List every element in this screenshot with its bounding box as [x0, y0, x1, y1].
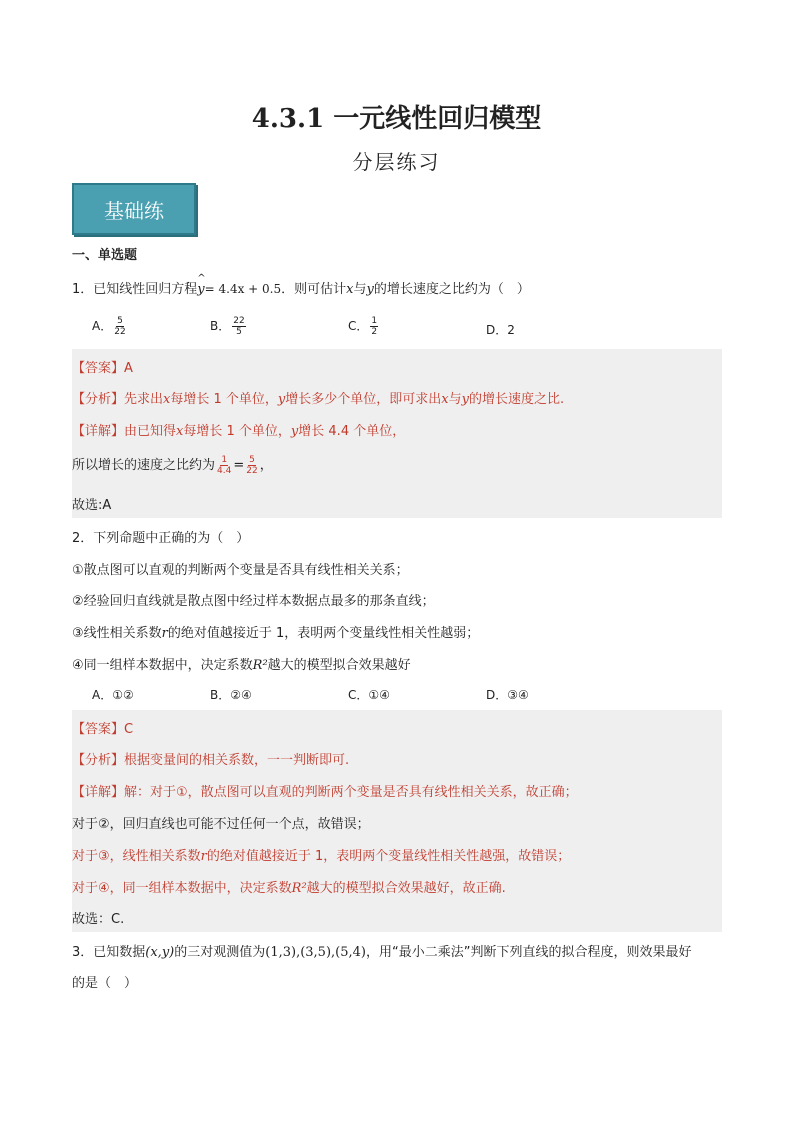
q1-detail	[72, 420, 405, 439]
q1-analysis	[72, 388, 564, 407]
option-letter: B．	[210, 319, 231, 333]
frac-num: 1	[221, 455, 228, 465]
frac-num: 5	[249, 455, 255, 465]
frac-den: 2	[371, 327, 378, 337]
analysis-d: 与	[448, 392, 462, 407]
q3-xy: (x,y)	[145, 945, 175, 960]
q1-choice: 故选:A	[72, 498, 112, 513]
q2-option-a[interactable]	[92, 686, 134, 703]
s3-b: 的绝对值越接近于 1，表明两个变量线性相关性越弱；	[167, 626, 480, 641]
option-text: ③④	[507, 688, 529, 702]
q2-statement-2: ②经验回归直线就是散点图中经过样本数据点最多的那条直线；	[72, 594, 435, 609]
q2-choice: 故选：C.	[72, 912, 125, 927]
option-letter: C．	[348, 688, 369, 702]
page-subtitle: 分层练习	[352, 150, 441, 174]
q2-option-c[interactable]	[348, 686, 390, 703]
var-x: x	[163, 392, 171, 407]
s4-a: ④同一组样本数据中，决定系数	[72, 658, 253, 673]
q2-detail	[72, 781, 578, 800]
answer-value: A	[124, 361, 133, 376]
q3-stem-line2: 的是（ ）	[72, 976, 138, 991]
q2-detail-3	[72, 845, 570, 864]
q1-eq-y: ^ y	[197, 282, 204, 297]
q1-var-y: y	[366, 282, 374, 297]
q3-b: 的三对观测值为	[174, 945, 266, 960]
analysis-text: 根据变量间的相关系数，一一判断即可.	[124, 753, 350, 768]
analysis-e: 的增长速度之比.	[469, 392, 565, 407]
option-letter: A．	[92, 319, 113, 333]
var-x: x	[176, 424, 184, 439]
q1-option-b[interactable]	[210, 316, 248, 337]
q2-option-b[interactable]	[210, 686, 252, 703]
var-y: y	[290, 424, 299, 439]
q2-analysis	[72, 749, 349, 768]
option-letter: C．	[348, 319, 369, 333]
ratio-eq: =	[233, 458, 245, 473]
frac-num: 1	[371, 316, 378, 326]
level-badge: 基础练	[72, 183, 196, 235]
ratio-text: 所以增长的速度之比约为	[72, 458, 216, 473]
q2-option-d[interactable]	[486, 686, 529, 703]
d4-a: 对于④，同一组样本数据中，决定系数	[72, 881, 292, 896]
analysis-a: 先求出	[124, 392, 164, 407]
answer-tag: 【答案】	[72, 722, 125, 737]
q2-statement-1: ①散点图可以直观的判断两个变量是否具有线性相关关系；	[72, 563, 409, 578]
var-y: y	[461, 392, 470, 407]
option-letter: D．	[486, 323, 508, 337]
option-letter: B．	[210, 688, 231, 702]
d3-a: 对于③，线性相关系数	[72, 849, 201, 864]
q3-c: ，用“最小二乘法”判断下列直线的拟合程度，则效果最好	[365, 945, 692, 960]
frac-den: 5	[236, 327, 242, 337]
var-x: x	[441, 392, 449, 407]
answer-tag: 【答案】	[72, 361, 125, 376]
q1-var-x: x	[346, 282, 354, 297]
analysis-tag: 【分析】	[72, 392, 125, 407]
var-y: y	[277, 392, 286, 407]
analysis-b: 每增长 1 个单位，	[170, 392, 278, 407]
page-title: 4.3.1 一元线性回归模型	[251, 104, 542, 134]
detail-c: 增长 4.4 个单位，	[298, 424, 406, 439]
var-r: r	[200, 849, 207, 864]
q1-option-d[interactable]	[486, 321, 515, 338]
var-r2: R²	[291, 881, 307, 896]
var-r: r	[161, 626, 168, 641]
section-heading: 一、单选题	[72, 248, 138, 263]
q3-a: 3．已知数据	[72, 945, 146, 960]
detail-a: 由已知得	[124, 424, 177, 439]
q1-option-a[interactable]	[92, 316, 128, 337]
option-text: ②④	[230, 688, 252, 702]
analysis-tag: 【分析】	[72, 753, 125, 768]
option-text: 2	[507, 323, 515, 337]
d3-b: 的绝对值越接近于 1，表明两个变量线性相关性越强，故错误；	[206, 849, 571, 864]
q3-stem-line1	[72, 941, 691, 960]
q1-stem-b: ．则可估计	[281, 282, 347, 297]
detail-b: 每增长 1 个单位，	[183, 424, 291, 439]
q1-stem-c: 与	[353, 282, 367, 297]
q2-stem: 2．下列命题中正确的为（ ）	[72, 531, 250, 546]
q2-statement-3	[72, 622, 479, 641]
q2-statement-4	[72, 654, 411, 673]
frac-den: 22	[114, 327, 126, 337]
s3-a: ③线性相关系数	[72, 626, 162, 641]
option-letter: D．	[486, 688, 508, 702]
s4-b: 越大的模型拟合效果越好	[267, 658, 411, 673]
answer-value: C	[124, 722, 134, 737]
frac-num: 5	[117, 316, 123, 326]
frac-num: 22	[233, 316, 245, 326]
q1-eq-rest: = 4.4x + 0.5	[204, 282, 282, 296]
q1-option-c[interactable]	[348, 316, 380, 337]
q1-stem	[72, 278, 530, 297]
q2-detail-2: 对于②，回归直线也可能不过任何一个点，故错误；	[72, 817, 370, 832]
analysis-c: 增长多少个单位，即可求出	[285, 392, 442, 407]
ratio-end: ，	[259, 458, 273, 473]
q1-ratio	[72, 454, 273, 476]
q1-stem-d: 的增长速度之比约为（ ）	[373, 282, 530, 297]
detail-text: 解：对于①，散点图可以直观的判断两个变量是否具有线性相关关系，故正确；	[124, 785, 578, 800]
detail-tag: 【详解】	[72, 424, 125, 439]
frac-den: 22	[246, 466, 258, 476]
q2-detail-4	[72, 877, 506, 896]
d4-b: 越大的模型拟合效果越好，故正确.	[306, 881, 506, 896]
option-letter: A．	[92, 688, 113, 702]
detail-tag: 【详解】	[72, 785, 125, 800]
q2-answer	[72, 718, 133, 737]
frac-den: 4.4	[217, 466, 232, 476]
var-r2: R²	[252, 658, 268, 673]
q1-answer	[72, 357, 133, 376]
q1-stem-a: 1．已知线性回归方程	[72, 282, 198, 297]
q3-points: (1,3),(3,5),(5,4)	[265, 945, 366, 960]
option-text: ①②	[112, 688, 134, 702]
option-text: ①④	[368, 688, 390, 702]
